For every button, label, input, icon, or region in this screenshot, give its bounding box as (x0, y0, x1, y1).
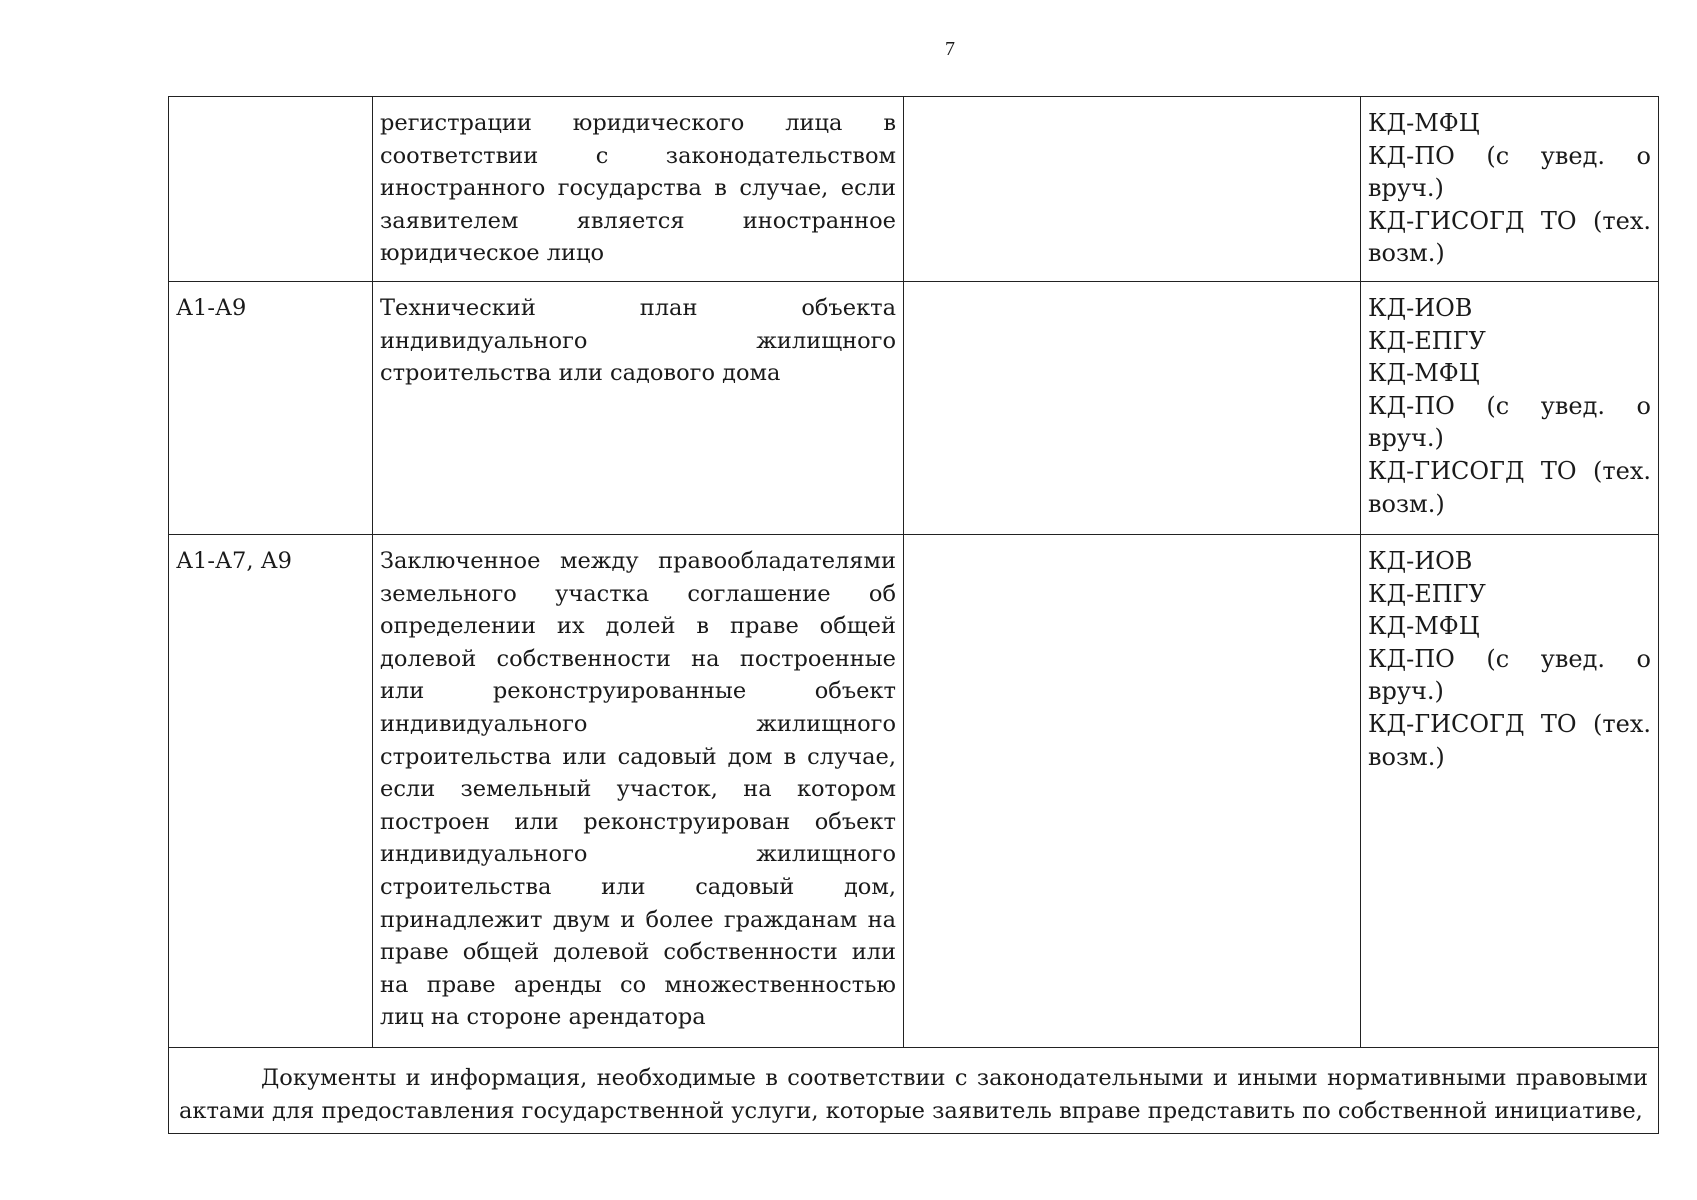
table-row (169, 282, 1659, 535)
document-cell (373, 97, 904, 282)
codes-cell (1361, 535, 1659, 1048)
document-cell (373, 535, 904, 1048)
applicants-cell: А1-А9 (169, 282, 373, 535)
document-text: Технический план объекта индивидуального жилищного строительства или садового дома (380, 295, 896, 387)
table-footer-row (169, 1048, 1659, 1134)
code-item: КД-ПО (с увед. о вруч.) (1368, 644, 1651, 706)
code-item: КД-МФЦ (1368, 612, 1480, 641)
section-heading-text: Документы и информация, необходимые в соответствии с законодательными и иными нормативными правовыми актами для предоставления государственной услуги, которые заявитель вправе представить по собственной инициативе, (169, 1048, 1659, 1134)
document-text: регистрации юридического лица в соответствии с законодательством иностранного государства в случае, если заявителем является иностранное юридическое лицо (380, 110, 896, 267)
code-item: КД-ЕПГУ (1368, 579, 1486, 608)
code-item: КД-ГИСОГД ТО (тех. возм.) (1368, 206, 1651, 268)
code-item: КД-ГИСОГД ТО (тех. возм.) (1368, 709, 1651, 771)
table-row (169, 97, 1659, 282)
code-list (1368, 545, 1651, 773)
table-row (169, 535, 1659, 1048)
code-item: КД-ПО (с увед. о вруч.) (1368, 141, 1651, 203)
documents-table (168, 96, 1659, 1134)
code-item: КД-МФЦ (1368, 359, 1480, 388)
code-item: КД-ИОВ (1368, 294, 1473, 322)
notes-cell (904, 97, 1361, 282)
code-item: КД-ПО (с увед. о вруч.) (1368, 391, 1651, 453)
page-number: 7 (945, 38, 955, 60)
applicants-cell (169, 97, 373, 282)
code-list (1368, 292, 1651, 520)
document-text: Заключенное между правообладателями земельного участка соглашение об определении их долей в праве общей долевой собственности на построенные или реконструированные объект индивидуального жилищного строительства или садовый дом в случае, если земельный участок, на котором построен или реконструирован объект индивидуального жилищного строительства или садовый дом, принадлежит двум и более гражданам на праве общей долевой собственности или на праве аренды со множественностью лиц на стороне арендатора (380, 548, 896, 1031)
codes-cell (1361, 97, 1659, 282)
code-item: КД-ЕПГУ (1368, 326, 1486, 355)
notes-cell (904, 282, 1361, 535)
notes-cell (904, 535, 1361, 1048)
code-list (1368, 107, 1651, 270)
document-cell (373, 282, 904, 535)
code-item: КД-МФЦ (1368, 109, 1480, 137)
codes-cell (1361, 282, 1659, 535)
applicants-cell: А1-А7, А9 (169, 535, 373, 1048)
code-item: КД-ГИСОГД ТО (тех. возм.) (1368, 456, 1651, 518)
code-item: КД-ИОВ (1368, 547, 1473, 575)
